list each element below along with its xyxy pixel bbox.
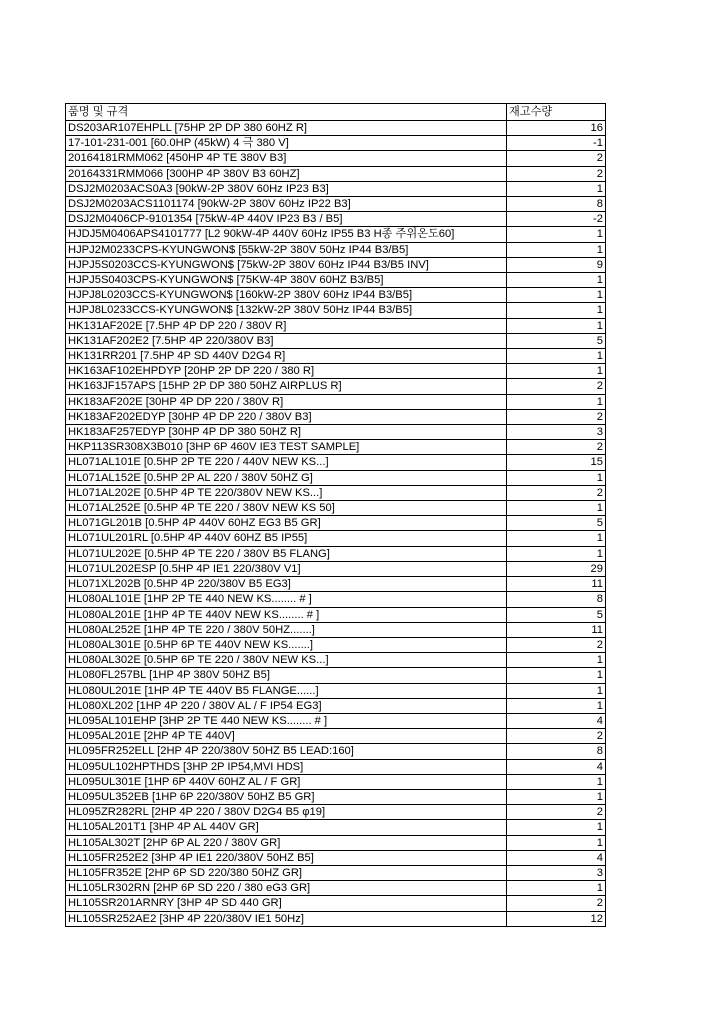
product-spec-cell: HL105FR352E [2HP 6P SD 220/380 50HZ GR] xyxy=(66,865,507,880)
table-row xyxy=(66,577,606,592)
table-row xyxy=(66,865,606,880)
product-spec-cell: HL105SR252AE2 [3HP 4P 220/380V IE1 50Hz] xyxy=(66,911,507,926)
table-row xyxy=(66,850,606,865)
product-spec-cell: HL105AL302T [2HP 6P AL 220 / 380V GR] xyxy=(66,835,507,850)
product-spec-cell: HL071AL101E [0.5HP 2P TE 220 / 440V NEW KS...] xyxy=(66,455,507,470)
table-row xyxy=(66,181,606,196)
stock-qty-cell: 8 xyxy=(507,592,606,607)
product-spec-cell: HL080AL201E [1HP 4P TE 440V NEW KS........ # ] xyxy=(66,607,507,622)
product-spec-cell: DSJ2M0203ACS1101174 [90kW-2P 380V 60Hz IP22 B3] xyxy=(66,197,507,212)
table-row xyxy=(66,835,606,850)
stock-qty-cell: 1 xyxy=(507,242,606,257)
product-spec-cell: HL095FR252ELL [2HP 4P 220/380V 50HZ B5 LEAD:160] xyxy=(66,744,507,759)
table-row xyxy=(66,713,606,728)
table-row xyxy=(66,151,606,166)
stock-qty-cell: 1 xyxy=(507,273,606,288)
table-row xyxy=(66,774,606,789)
table-row xyxy=(66,881,606,896)
table-row xyxy=(66,622,606,637)
product-spec-cell: HL095ZR282RL [2HP 4P 220 / 380V D2G4 B5 φ19] xyxy=(66,805,507,820)
product-spec-cell: HL080AL101E [1HP 2P TE 440 NEW KS........ # ] xyxy=(66,592,507,607)
table-row xyxy=(66,729,606,744)
table-row xyxy=(66,121,606,136)
product-spec-cell: HL080FL257BL [1HP 4P 380V 50HZ B5] xyxy=(66,668,507,683)
table-row xyxy=(66,501,606,516)
product-spec-cell: HL095UL301E [1HP 6P 440V 60HZ AL / F GR] xyxy=(66,774,507,789)
stock-qty-cell: 1 xyxy=(507,349,606,364)
product-spec-cell: HL071AL152E [0.5HP 2P AL 220 / 380V 50HZ G] xyxy=(66,470,507,485)
table-row xyxy=(66,318,606,333)
stock-qty-cell: 2 xyxy=(507,637,606,652)
table-row xyxy=(66,349,606,364)
inventory-table xyxy=(65,103,606,927)
product-spec-cell: HL095AL101EHP [3HP 2P TE 440 NEW KS........ # ] xyxy=(66,713,507,728)
header-product-spec: 품명 및 규격 xyxy=(66,104,507,121)
stock-qty-cell: 4 xyxy=(507,850,606,865)
product-spec-cell: HJPJ8L0203CCS-KYUNGWON$ [160kW-2P 380V 60Hz IP44 B3/B5] xyxy=(66,288,507,303)
product-spec-cell: HL095UL352EB [1HP 6P 220/380V 50HZ B5 GR] xyxy=(66,789,507,804)
stock-qty-cell: -1 xyxy=(507,136,606,151)
product-spec-cell: HL071UL201RL [0.5HP 4P 440V 60HZ B5 IP55] xyxy=(66,531,507,546)
table-row xyxy=(66,668,606,683)
product-spec-cell: HJPJ8L0233CCS-KYUNGWON$ [132kW-2P 380V 50Hz IP44 B3/B5] xyxy=(66,303,507,318)
stock-qty-cell: 16 xyxy=(507,121,606,136)
table-row xyxy=(66,911,606,926)
product-spec-cell: HL105SR201ARNRY [3HP 4P SD 440 GR] xyxy=(66,896,507,911)
table-row xyxy=(66,683,606,698)
stock-qty-cell: 1 xyxy=(507,683,606,698)
table-row xyxy=(66,333,606,348)
product-spec-cell: HK163AF102EHPDYP [20HP 2P DP 220 / 380 R] xyxy=(66,364,507,379)
table-row xyxy=(66,896,606,911)
table-row xyxy=(66,364,606,379)
table-row xyxy=(66,409,606,424)
product-spec-cell: HK163JF157APS [15HP 2P DP 380 50HZ AIRPLUS R] xyxy=(66,379,507,394)
table-row xyxy=(66,425,606,440)
stock-qty-cell: 1 xyxy=(507,774,606,789)
table-row xyxy=(66,257,606,272)
product-spec-cell: HK131AF202E [7.5HP 4P DP 220 / 380V R] xyxy=(66,318,507,333)
table-row xyxy=(66,288,606,303)
table-row xyxy=(66,455,606,470)
table-row xyxy=(66,470,606,485)
product-spec-cell: HL080AL302E [0.5HP 6P TE 220 / 380V NEW KS...] xyxy=(66,653,507,668)
product-spec-cell: HL095AL201E [2HP 4P TE 440V] xyxy=(66,729,507,744)
product-spec-cell: HK183AF257EDYP [30HP 4P DP 380 50HZ R] xyxy=(66,425,507,440)
table-row xyxy=(66,820,606,835)
stock-qty-cell: 5 xyxy=(507,607,606,622)
product-spec-cell: HL071AL202E [0.5HP 4P TE 220/380V NEW KS...] xyxy=(66,485,507,500)
table-row xyxy=(66,197,606,212)
stock-qty-cell: 2 xyxy=(507,729,606,744)
product-spec-cell: DSJ2M0203ACS0A3 [90kW-2P 380V 60Hz IP23 B3] xyxy=(66,181,507,196)
product-spec-cell: HL080AL252E [1HP 4P TE 220 / 380V 50HZ.......] xyxy=(66,622,507,637)
stock-qty-cell: 1 xyxy=(507,835,606,850)
table-row xyxy=(66,273,606,288)
table-body xyxy=(66,121,606,927)
table-row xyxy=(66,744,606,759)
table-row xyxy=(66,607,606,622)
stock-qty-cell: 3 xyxy=(507,425,606,440)
stock-qty-cell: 1 xyxy=(507,881,606,896)
table-row xyxy=(66,561,606,576)
table-row xyxy=(66,653,606,668)
product-spec-cell: DS203AR107EHPLL [75HP 2P DP 380 60HZ R] xyxy=(66,121,507,136)
table-row xyxy=(66,227,606,242)
product-spec-cell: HL071XL202B [0.5HP 4P 220/380V B5 EG3] xyxy=(66,577,507,592)
product-spec-cell: 20164181RMM062 [450HP 4P TE 380V B3] xyxy=(66,151,507,166)
table-row xyxy=(66,485,606,500)
stock-qty-cell: 1 xyxy=(507,303,606,318)
stock-qty-cell: 1 xyxy=(507,820,606,835)
product-spec-cell: HK183AF202E [30HP 4P DP 220 / 380V R] xyxy=(66,394,507,409)
table-row xyxy=(66,212,606,227)
stock-qty-cell: 1 xyxy=(507,288,606,303)
stock-qty-cell: 5 xyxy=(507,333,606,348)
stock-qty-cell: 1 xyxy=(507,364,606,379)
stock-qty-cell: 2 xyxy=(507,151,606,166)
product-spec-cell: HJPJ5S0203CCS-KYUNGWON$ [75kW-2P 380V 60Hz IP44 B3/B5 INV] xyxy=(66,257,507,272)
stock-qty-cell: 2 xyxy=(507,485,606,500)
product-spec-cell: HJPJ2M0233CPS-KYUNGWON$ [55kW-2P 380V 50Hz IP44 B3/B5] xyxy=(66,242,507,257)
product-spec-cell: HL071UL202ESP [0.5HP 4P IE1 220/380V V1] xyxy=(66,561,507,576)
product-spec-cell: HJPJ5S0403CPS-KYUNGWON$ [75KW-4P 380V 60HZ B3/B5] xyxy=(66,273,507,288)
table-row xyxy=(66,242,606,257)
stock-qty-cell: 1 xyxy=(507,470,606,485)
table-row xyxy=(66,546,606,561)
stock-qty-cell: 1 xyxy=(507,653,606,668)
product-spec-cell: HL080XL202 [1HP 4P 220 / 380V AL / F IP54 EG3] xyxy=(66,698,507,713)
stock-qty-cell: 1 xyxy=(507,531,606,546)
product-spec-cell: 17-101-231-001 [60.0HP (45kW) 4 극 380 V] xyxy=(66,136,507,151)
table-row xyxy=(66,789,606,804)
product-spec-cell: HL071UL202E [0.5HP 4P TE 220 / 380V B5 FLANG] xyxy=(66,546,507,561)
stock-qty-cell: 1 xyxy=(507,181,606,196)
header-stock-qty: 재고수량 xyxy=(507,104,606,121)
stock-qty-cell: 2 xyxy=(507,440,606,455)
stock-qty-cell: 2 xyxy=(507,409,606,424)
stock-qty-cell: 1 xyxy=(507,546,606,561)
product-spec-cell: HJDJ5M0406APS4101777 [L2 90kW-4P 440V 60Hz IP55 B3 H종 주위온도60] xyxy=(66,227,507,242)
header-row xyxy=(66,104,606,121)
table-row xyxy=(66,531,606,546)
table-row xyxy=(66,592,606,607)
stock-qty-cell: 11 xyxy=(507,622,606,637)
stock-qty-cell: 2 xyxy=(507,166,606,181)
stock-qty-cell: 1 xyxy=(507,501,606,516)
stock-qty-cell: 2 xyxy=(507,805,606,820)
stock-qty-cell: 1 xyxy=(507,698,606,713)
table-row xyxy=(66,805,606,820)
stock-qty-cell: 1 xyxy=(507,668,606,683)
table-row xyxy=(66,136,606,151)
stock-qty-cell: -2 xyxy=(507,212,606,227)
product-spec-cell: HK131RR201 [7.5HP 4P SD 440V D2G4 R] xyxy=(66,349,507,364)
stock-qty-cell: 29 xyxy=(507,561,606,576)
stock-qty-cell: 4 xyxy=(507,759,606,774)
product-spec-cell: HK183AF202EDYP [30HP 4P DP 220 / 380V B3] xyxy=(66,409,507,424)
table-row xyxy=(66,379,606,394)
product-spec-cell: HL080UL201E [1HP 4P TE 440V B5 FLANGE......] xyxy=(66,683,507,698)
stock-qty-cell: 2 xyxy=(507,379,606,394)
stock-qty-cell: 9 xyxy=(507,257,606,272)
table-row xyxy=(66,637,606,652)
product-spec-cell: HKP113SR308X3B010 [3HP 6P 460V IE3 TEST SAMPLE] xyxy=(66,440,507,455)
stock-qty-cell: 2 xyxy=(507,896,606,911)
stock-qty-cell: 3 xyxy=(507,865,606,880)
table-row xyxy=(66,394,606,409)
table-row xyxy=(66,759,606,774)
product-spec-cell: HL071AL252E [0.5HP 4P TE 220 / 380V NEW KS 50] xyxy=(66,501,507,516)
stock-qty-cell: 11 xyxy=(507,577,606,592)
product-spec-cell: HL080AL301E [0.5HP 6P TE 440V NEW KS.......] xyxy=(66,637,507,652)
table-row xyxy=(66,440,606,455)
stock-qty-cell: 1 xyxy=(507,789,606,804)
stock-qty-cell: 4 xyxy=(507,713,606,728)
table-row xyxy=(66,303,606,318)
stock-qty-cell: 15 xyxy=(507,455,606,470)
stock-qty-cell: 5 xyxy=(507,516,606,531)
product-spec-cell: 20164331RMM066 [300HP 4P 380V B3 60HZ] xyxy=(66,166,507,181)
stock-qty-cell: 1 xyxy=(507,227,606,242)
stock-qty-cell: 12 xyxy=(507,911,606,926)
product-spec-cell: DSJ2M0406CP-9101354 [75kW-4P 440V IP23 B3 / B5] xyxy=(66,212,507,227)
product-spec-cell: HL105LR302RN [2HP 6P SD 220 / 380 eG3 GR] xyxy=(66,881,507,896)
stock-qty-cell: 8 xyxy=(507,197,606,212)
product-spec-cell: HL105AL201T1 [3HP 4P AL 440V GR] xyxy=(66,820,507,835)
stock-qty-cell: 8 xyxy=(507,744,606,759)
stock-qty-cell: 1 xyxy=(507,318,606,333)
product-spec-cell: HL095UL102HPTHDS [3HP 2P IP54,MVI HDS] xyxy=(66,759,507,774)
stock-qty-cell: 1 xyxy=(507,394,606,409)
product-spec-cell: HK131AF202E2 [7.5HP 4P 220/380V B3] xyxy=(66,333,507,348)
table-row xyxy=(66,698,606,713)
product-spec-cell: HL071GL201B [0.5HP 4P 440V 60HZ EG3 B5 GR] xyxy=(66,516,507,531)
product-spec-cell: HL105FR252E2 [3HP 4P IE1 220/380V 50HZ B5] xyxy=(66,850,507,865)
table-row xyxy=(66,166,606,181)
table-row xyxy=(66,516,606,531)
